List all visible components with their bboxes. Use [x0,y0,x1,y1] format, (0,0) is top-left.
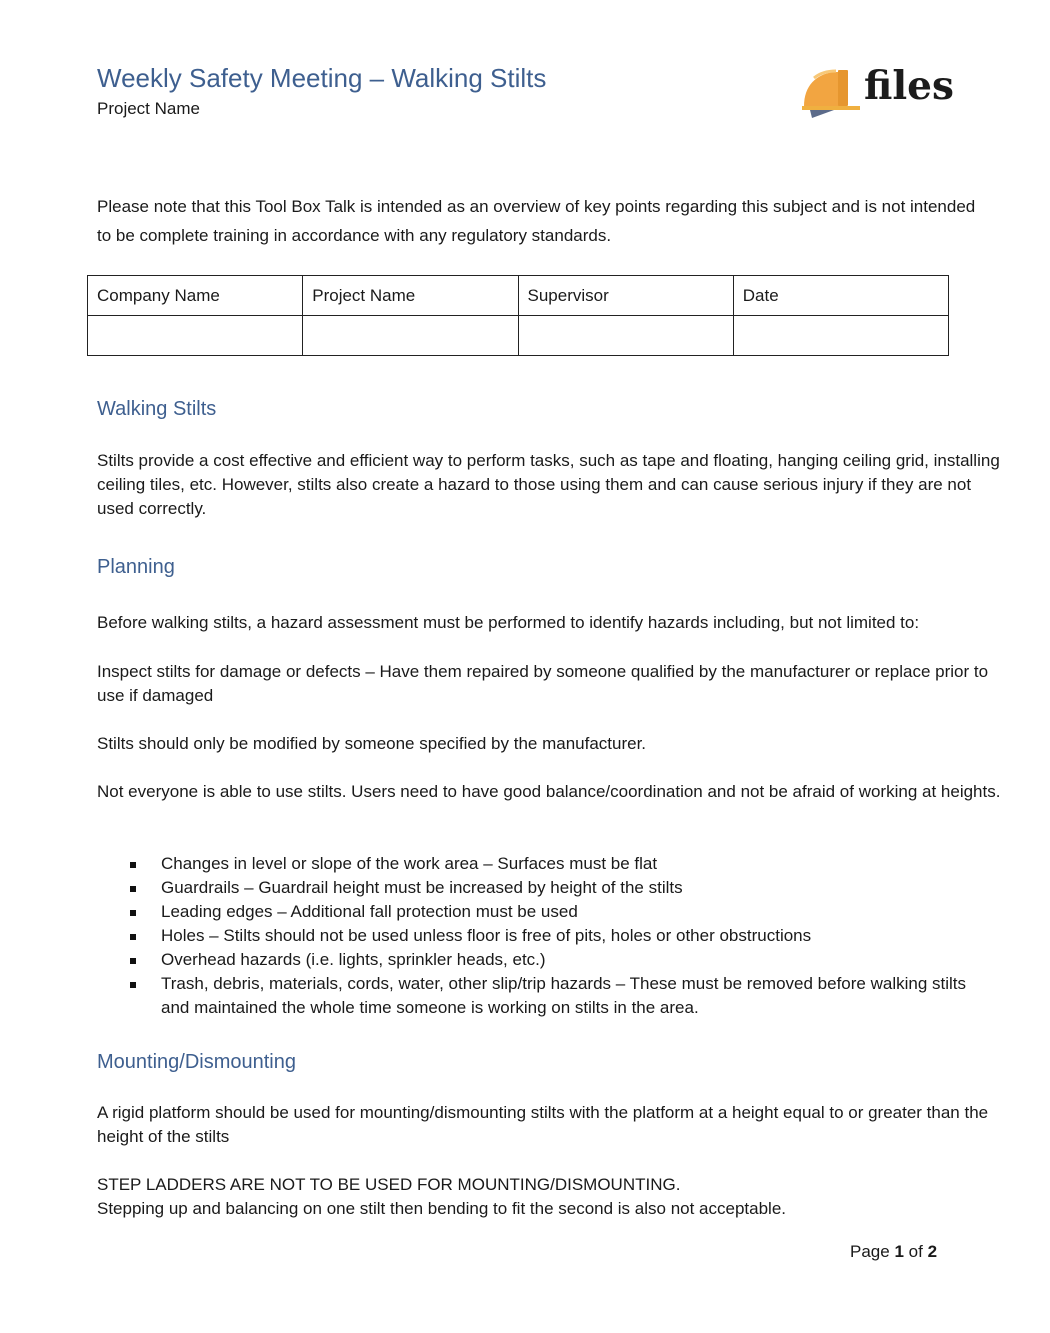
info-table-value-row [88,316,949,356]
date-header: Date [733,276,948,316]
hazard-list [97,852,997,1020]
planning-paragraph: Stilts should only be modified by someone specified by the manufacturer. [97,734,647,753]
mounting-paragraph: Stepping up and balancing on one stilt then bending to fit the second is also not acceptable. [97,1199,786,1218]
supervisor-value[interactable] [518,316,733,356]
date-value[interactable] [733,316,948,356]
page-label: Page [850,1242,890,1261]
page-current: 1 [894,1242,904,1261]
planning-heading: Planning [97,556,175,578]
planning-paragraph: Not everyone is able to use stilts. Users need to have good balance/coordination and not be afraid of working at heights. [97,782,1001,801]
hard-hat-icon [800,64,866,120]
logo-text: files [864,63,954,109]
files-logo [800,64,970,120]
list-item: Overhead hazards (i.e. lights, sprinkler heads, etc.) [97,948,997,972]
list-item: Changes in level or slope of the work area – Surfaces must be flat [97,852,997,876]
list-item: Trash, debris, materials, cords, water, other slip/trip hazards – These must be removed before walking stilts and maintained the whole time someone is working on stilts in the area. [97,972,997,1020]
mounting-warning: STEP LADDERS ARE NOT TO BE USED FOR MOUNTING/DISMOUNTING. [97,1175,681,1194]
list-item: Holes – Stilts should not be used unless floor is free of pits, holes or other obstructions [97,924,997,948]
planning-paragraph: Inspect stilts for damage or defects – Have them repaired by someone qualified by the manufacturer or replace prior to use if damaged [97,662,989,705]
page-total: 2 [927,1242,938,1261]
walking-stilts-text: Stilts provide a cost effective and efficient way to perform tasks, such as tape and floating, hanging ceiling grid, installing ceiling tiles, etc. However, stilts also create a hazard to those using them and can cause serious injury if they are not used correctly. [97,451,1000,518]
page-number [850,1242,937,1262]
intro-disclaimer: Please note that this Tool Box Talk is intended as an overview of key points regarding this subject and is not intended to be complete training in accordance with any regulatory standards. [97,197,976,245]
project-name-header: Project Name [303,276,518,316]
planning-paragraph: Before walking stilts, a hazard assessment must be performed to identify hazards including, but not limited to: [97,613,920,632]
info-table [87,275,949,356]
company-name-header: Company Name [88,276,303,316]
project-name-value[interactable] [303,316,518,356]
project-name-subtitle: Project Name [97,99,200,118]
mounting-paragraph: A rigid platform should be used for mounting/dismounting stilts with the platform at a height equal to or greater than the height of the stilts [97,1103,989,1146]
supervisor-header: Supervisor [518,276,733,316]
page-of: of [908,1242,923,1261]
walking-stilts-heading: Walking Stilts [97,398,217,420]
list-item: Leading edges – Additional fall protection must be used [97,900,997,924]
company-name-value[interactable] [88,316,303,356]
mounting-heading: Mounting/Dismounting [97,1051,296,1073]
info-table-header-row [88,276,949,316]
document-title: Weekly Safety Meeting – Walking Stilts [97,63,547,93]
list-item: Guardrails – Guardrail height must be increased by height of the stilts [97,876,997,900]
